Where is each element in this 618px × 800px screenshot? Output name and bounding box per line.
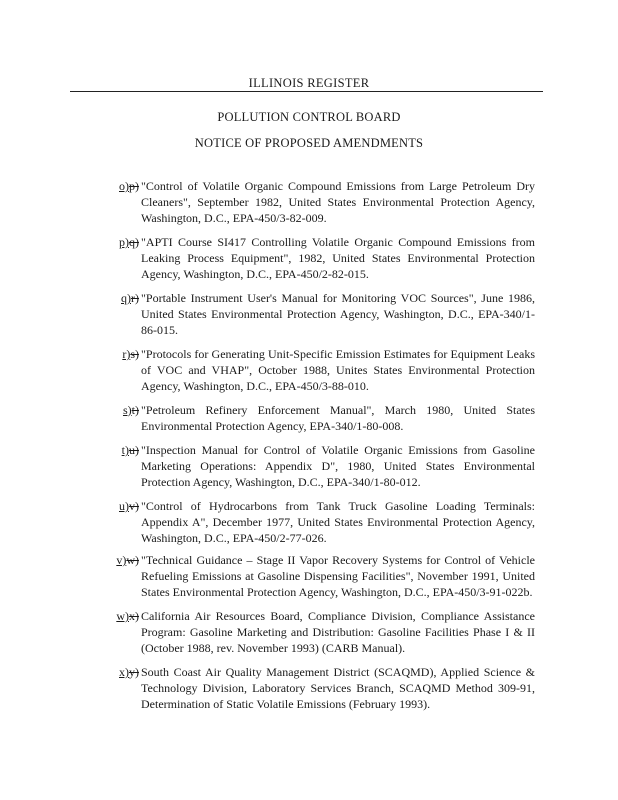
board-title: POLLUTION CONTROL BOARD bbox=[217, 110, 401, 124]
entry-marker bbox=[105, 664, 139, 680]
entry-marker bbox=[105, 552, 139, 568]
entry-text: "APTI Course SI417 Controlling Volatile Organic Compound Emissions from Leaking Process Equipment", 1982, United States Environmental Protection Agency, Washington, D.C., EPA-450/2-82-015. bbox=[141, 235, 535, 281]
inserted-letter: r) bbox=[122, 347, 131, 361]
entry-marker bbox=[105, 498, 139, 514]
entry-text: "Petroleum Refinery Enforcement Manual", March 1980, United States Environmental Protection Agency, EPA-340/1-80-008. bbox=[141, 403, 535, 433]
inserted-letter: v) bbox=[116, 553, 127, 567]
deleted-letter: w) bbox=[126, 553, 139, 567]
header-rule bbox=[70, 91, 543, 92]
reference-entry-p bbox=[105, 234, 535, 282]
entry-marker bbox=[105, 402, 139, 418]
inserted-letter: u) bbox=[119, 499, 129, 513]
deleted-letter: p) bbox=[129, 179, 139, 193]
deleted-letter: v) bbox=[129, 499, 139, 513]
entry-text: "Control of Hydrocarbons from Tank Truck Gasoline Loading Terminals: Appendix A", December 1977, United States Environmental Protection Agency, Washington, D.C., EPA-450/2-77-026. bbox=[141, 499, 535, 545]
reference-entry-u bbox=[105, 498, 535, 546]
entry-text: "Portable Instrument User's Manual for Monitoring VOC Sources", June 1986, United States Environmental Protection Agency, Washington, D.C., EPA-340/1-86-015. bbox=[141, 291, 535, 337]
deleted-letter: t) bbox=[131, 403, 139, 417]
entry-text: "Inspection Manual for Control of Volatile Organic Emissions from Gasoline Marketing Operations: Appendix D", 1980, United States Environmental Protection Agency, Washington, D.C., EPA-340/1-80-012. bbox=[141, 443, 535, 489]
inserted-letter: p) bbox=[119, 235, 129, 249]
reference-entry-x bbox=[105, 664, 535, 712]
reference-entry-r bbox=[105, 346, 535, 394]
notice-title: NOTICE OF PROPOSED AMENDMENTS bbox=[194, 136, 424, 150]
reference-entry-w bbox=[105, 608, 535, 656]
inserted-letter: t) bbox=[121, 443, 129, 457]
inserted-letter: o) bbox=[119, 179, 129, 193]
register-title: ILLINOIS REGISTER bbox=[248, 76, 370, 90]
deleted-letter: r) bbox=[131, 291, 139, 305]
entry-marker bbox=[105, 442, 139, 458]
inserted-letter: x) bbox=[119, 665, 129, 679]
entry-text: "Control of Volatile Organic Compound Emissions from Large Petroleum Dry Cleaners", September 1982, United States Environmental Protection Agency, Washington, D.C., EPA-450/3-82-009. bbox=[141, 179, 535, 225]
reference-entry-t bbox=[105, 442, 535, 490]
deleted-letter: x) bbox=[129, 609, 139, 623]
inserted-letter: w) bbox=[116, 609, 129, 623]
reference-entry-v bbox=[105, 552, 535, 600]
inserted-letter: s) bbox=[122, 403, 132, 417]
deleted-letter: q) bbox=[129, 235, 139, 249]
reference-entry-q bbox=[105, 290, 535, 338]
entry-marker bbox=[105, 346, 139, 362]
entry-text: California Air Resources Board, Compliance Division, Compliance Assistance Program: Gasoline Marketing and Distribution: Gasoline Facilities Phase I & II (October 1988, rev. November 1993) (CARB Manual). bbox=[141, 609, 535, 655]
deleted-letter: s) bbox=[130, 347, 139, 361]
entry-text: "Technical Guidance – Stage II Vapor Recovery Systems for Control of Vehicle Refueling Emissions at Gasoline Dispensing Facilities", November 1991, United States Environmental Protection Agency, Washington, D.C., EPA-450/3-91-022b. bbox=[141, 553, 535, 599]
entry-marker bbox=[105, 290, 139, 306]
reference-entry-s bbox=[105, 402, 535, 434]
entry-text: "Protocols for Generating Unit-Specific Emission Estimates for Equipment Leaks of VOC and VHAP", October 1988, Unites States Environmental Protection Agency, Washington, D.C., EPA-450/3-88-010. bbox=[141, 347, 535, 393]
entry-text: South Coast Air Quality Management District (SCAQMD), Applied Science & Technology Division, Laboratory Services Branch, SCAQMD Method 309-91, Determination of Static Volatile Emissions (February 1993). bbox=[141, 665, 535, 711]
entry-marker bbox=[105, 234, 139, 250]
inserted-letter: q) bbox=[121, 291, 131, 305]
deleted-letter: y) bbox=[129, 665, 139, 679]
reference-entry-o bbox=[105, 178, 535, 226]
deleted-letter: u) bbox=[129, 443, 139, 457]
entry-marker bbox=[105, 608, 139, 624]
entry-marker bbox=[105, 178, 139, 194]
